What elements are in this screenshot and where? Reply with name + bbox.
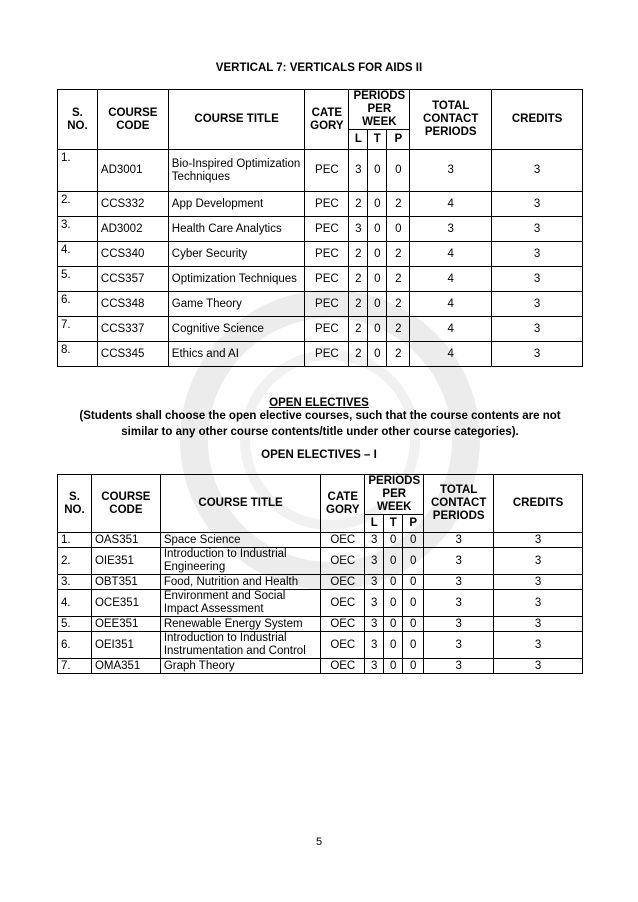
cell-category: PEC bbox=[305, 217, 349, 242]
cell-credits: 3 bbox=[492, 267, 583, 292]
cell-credits: 3 bbox=[494, 575, 583, 590]
cell-p: 0 bbox=[387, 150, 410, 192]
cell-total-contact: 4 bbox=[410, 192, 492, 217]
cell-p: 0 bbox=[403, 575, 424, 590]
cell-sno: 2. bbox=[58, 548, 92, 575]
cell-p: 0 bbox=[403, 590, 424, 617]
header-periods: PERIODS PER WEEK bbox=[365, 475, 424, 515]
header-credits: CREDITS bbox=[492, 90, 583, 150]
cell-p: 2 bbox=[387, 342, 410, 367]
cell-t: 0 bbox=[368, 317, 387, 342]
cell-l: 2 bbox=[349, 192, 368, 217]
cell-t: 0 bbox=[368, 242, 387, 267]
cell-t: 0 bbox=[384, 548, 403, 575]
open-electives-body bbox=[58, 533, 583, 674]
cell-total-contact: 3 bbox=[424, 617, 494, 632]
cell-credits: 3 bbox=[492, 192, 583, 217]
cell-total-contact: 4 bbox=[410, 292, 492, 317]
cell-category: OEC bbox=[321, 590, 365, 617]
cell-p: 0 bbox=[403, 548, 424, 575]
cell-p: 2 bbox=[387, 292, 410, 317]
cell-course-code: OEE351 bbox=[91, 617, 160, 632]
cell-p: 0 bbox=[403, 617, 424, 632]
cell-course-title: Food, Nutrition and Health bbox=[160, 575, 320, 590]
header-credits: CREDITS bbox=[494, 475, 583, 533]
cell-t: 0 bbox=[368, 292, 387, 317]
vertical-courses-body bbox=[58, 150, 583, 367]
open-electives-table bbox=[57, 474, 583, 674]
cell-sno: 6. bbox=[58, 292, 98, 317]
cell-course-title: Bio-Inspired Optimization Techniques bbox=[168, 150, 305, 192]
cell-course-code: CCS332 bbox=[97, 192, 168, 217]
cell-course-title: Health Care Analytics bbox=[168, 217, 305, 242]
page-number: 5 bbox=[315, 836, 323, 848]
cell-total-contact: 4 bbox=[410, 242, 492, 267]
cell-p: 2 bbox=[387, 317, 410, 342]
cell-category: OEC bbox=[321, 533, 365, 548]
cell-l: 3 bbox=[365, 533, 384, 548]
table-row bbox=[58, 533, 583, 548]
header-course-title: COURSE TITLE bbox=[160, 475, 320, 533]
cell-course-code: CCS345 bbox=[97, 342, 168, 367]
cell-l: 3 bbox=[365, 590, 384, 617]
table-row bbox=[58, 217, 583, 242]
cell-course-code: OAS351 bbox=[91, 533, 160, 548]
vertical-courses-table bbox=[57, 89, 583, 367]
cell-l: 3 bbox=[349, 217, 368, 242]
header-total-contact: TOTAL CONTACT PERIODS bbox=[424, 475, 494, 533]
table-row bbox=[58, 632, 583, 659]
open-electives-heading: OPEN ELECTIVES bbox=[269, 397, 369, 409]
cell-l: 2 bbox=[349, 342, 368, 367]
cell-credits: 3 bbox=[492, 150, 583, 192]
header-t: T bbox=[384, 515, 403, 533]
cell-t: 0 bbox=[384, 632, 403, 659]
cell-p: 2 bbox=[387, 267, 410, 292]
table-row bbox=[58, 617, 583, 632]
cell-credits: 3 bbox=[494, 590, 583, 617]
cell-course-code: AD3001 bbox=[97, 150, 168, 192]
cell-p: 0 bbox=[403, 659, 424, 674]
cell-credits: 3 bbox=[492, 292, 583, 317]
cell-course-code: CCS340 bbox=[97, 242, 168, 267]
cell-course-title: Graph Theory bbox=[160, 659, 320, 674]
cell-sno: 4. bbox=[58, 590, 92, 617]
cell-sno: 3. bbox=[58, 217, 98, 242]
cell-sno: 7. bbox=[58, 317, 98, 342]
cell-p: 2 bbox=[387, 192, 410, 217]
cell-credits: 3 bbox=[494, 659, 583, 674]
table-row bbox=[58, 590, 583, 617]
open-electives-subheading: OPEN ELECTIVES – I bbox=[261, 449, 377, 461]
cell-sno: 5. bbox=[58, 267, 98, 292]
cell-t: 0 bbox=[384, 590, 403, 617]
header-total-contact: TOTAL CONTACT PERIODS bbox=[410, 90, 492, 150]
table-row bbox=[58, 317, 583, 342]
cell-t: 0 bbox=[368, 192, 387, 217]
cell-course-code: OBT351 bbox=[91, 575, 160, 590]
cell-total-contact: 4 bbox=[410, 267, 492, 292]
cell-sno: 5. bbox=[58, 617, 92, 632]
header-p: P bbox=[403, 515, 424, 533]
table-row bbox=[58, 192, 583, 217]
cell-category: PEC bbox=[305, 267, 349, 292]
header-sno: S. NO. bbox=[58, 475, 92, 533]
cell-credits: 3 bbox=[492, 342, 583, 367]
cell-sno: 6. bbox=[58, 632, 92, 659]
cell-course-title: Cyber Security bbox=[168, 242, 305, 267]
cell-t: 0 bbox=[384, 659, 403, 674]
cell-credits: 3 bbox=[494, 632, 583, 659]
cell-l: 2 bbox=[349, 317, 368, 342]
header-course-code: COURSE CODE bbox=[97, 90, 168, 150]
cell-category: PEC bbox=[305, 292, 349, 317]
header-p: P bbox=[387, 130, 410, 150]
cell-sno: 3. bbox=[58, 575, 92, 590]
vertical-title: VERTICAL 7: VERTICALS FOR AIDS II bbox=[215, 62, 423, 74]
cell-t: 0 bbox=[368, 150, 387, 192]
cell-course-title: Environment and Social Impact Assessment bbox=[160, 590, 320, 617]
cell-l: 3 bbox=[365, 659, 384, 674]
cell-p: 2 bbox=[387, 242, 410, 267]
cell-total-contact: 3 bbox=[424, 659, 494, 674]
cell-course-title: App Development bbox=[168, 192, 305, 217]
cell-category: PEC bbox=[305, 342, 349, 367]
header-t: T bbox=[368, 130, 387, 150]
cell-total-contact: 3 bbox=[410, 217, 492, 242]
cell-credits: 3 bbox=[494, 533, 583, 548]
table-row bbox=[58, 267, 583, 292]
cell-category: OEC bbox=[321, 575, 365, 590]
cell-course-code: AD3002 bbox=[97, 217, 168, 242]
cell-category: PEC bbox=[305, 150, 349, 192]
cell-p: 0 bbox=[387, 217, 410, 242]
cell-l: 3 bbox=[365, 632, 384, 659]
cell-sno: 2. bbox=[58, 192, 98, 217]
header-course-code: COURSE CODE bbox=[91, 475, 160, 533]
cell-l: 3 bbox=[365, 575, 384, 590]
cell-total-contact: 3 bbox=[424, 575, 494, 590]
cell-course-title: Renewable Energy System bbox=[160, 617, 320, 632]
table-row bbox=[58, 242, 583, 267]
cell-category: PEC bbox=[305, 317, 349, 342]
cell-sno: 1. bbox=[58, 533, 92, 548]
cell-total-contact: 3 bbox=[410, 150, 492, 192]
cell-credits: 3 bbox=[492, 317, 583, 342]
cell-course-title: Space Science bbox=[160, 533, 320, 548]
cell-course-title: Ethics and AI bbox=[168, 342, 305, 367]
header-l: L bbox=[365, 515, 384, 533]
cell-category: OEC bbox=[321, 632, 365, 659]
cell-course-title: Introduction to Industrial Instrumentation and Control bbox=[160, 632, 320, 659]
cell-course-code: CCS337 bbox=[97, 317, 168, 342]
cell-course-title: Optimization Techniques bbox=[168, 267, 305, 292]
cell-course-code: OMA351 bbox=[91, 659, 160, 674]
cell-t: 0 bbox=[384, 617, 403, 632]
open-electives-note: (Students shall choose the open elective courses, such that the course contents are not similar to any other course contents/title under other course categories). bbox=[79, 410, 561, 438]
cell-course-code: OCE351 bbox=[91, 590, 160, 617]
cell-course-code: OIE351 bbox=[91, 548, 160, 575]
header-category: CATE GORY bbox=[321, 475, 365, 533]
header-l: L bbox=[349, 130, 368, 150]
table-row bbox=[58, 150, 583, 192]
header-category: CATE GORY bbox=[305, 90, 349, 150]
table-row bbox=[58, 575, 583, 590]
cell-credits: 3 bbox=[494, 548, 583, 575]
cell-course-title: Cognitive Science bbox=[168, 317, 305, 342]
cell-course-code: CCS357 bbox=[97, 267, 168, 292]
cell-total-contact: 3 bbox=[424, 533, 494, 548]
cell-category: OEC bbox=[321, 548, 365, 575]
cell-credits: 3 bbox=[492, 217, 583, 242]
cell-sno: 4. bbox=[58, 242, 98, 267]
cell-l: 3 bbox=[365, 548, 384, 575]
cell-category: OEC bbox=[321, 659, 365, 674]
cell-t: 0 bbox=[368, 342, 387, 367]
cell-sno: 8. bbox=[58, 342, 98, 367]
cell-category: PEC bbox=[305, 192, 349, 217]
cell-l: 2 bbox=[349, 292, 368, 317]
cell-course-title: Introduction to Industrial Engineering bbox=[160, 548, 320, 575]
cell-l: 2 bbox=[349, 267, 368, 292]
cell-p: 0 bbox=[403, 533, 424, 548]
cell-t: 0 bbox=[384, 575, 403, 590]
cell-total-contact: 3 bbox=[424, 590, 494, 617]
table-row bbox=[58, 548, 583, 575]
cell-l: 2 bbox=[349, 242, 368, 267]
cell-credits: 3 bbox=[492, 242, 583, 267]
cell-course-code: CCS348 bbox=[97, 292, 168, 317]
cell-l: 3 bbox=[365, 617, 384, 632]
cell-total-contact: 3 bbox=[424, 632, 494, 659]
table-row bbox=[58, 292, 583, 317]
cell-t: 0 bbox=[368, 267, 387, 292]
header-course-title: COURSE TITLE bbox=[168, 90, 305, 150]
cell-l: 3 bbox=[349, 150, 368, 192]
cell-course-code: OEI351 bbox=[91, 632, 160, 659]
cell-sno: 7. bbox=[58, 659, 92, 674]
cell-sno: 1. bbox=[58, 150, 98, 192]
table-row bbox=[58, 659, 583, 674]
cell-total-contact: 4 bbox=[410, 317, 492, 342]
cell-p: 0 bbox=[403, 632, 424, 659]
cell-total-contact: 4 bbox=[410, 342, 492, 367]
cell-category: OEC bbox=[321, 617, 365, 632]
cell-t: 0 bbox=[368, 217, 387, 242]
table-row bbox=[58, 342, 583, 367]
cell-credits: 3 bbox=[494, 617, 583, 632]
cell-t: 0 bbox=[384, 533, 403, 548]
header-sno: S. NO. bbox=[58, 90, 98, 150]
cell-category: PEC bbox=[305, 242, 349, 267]
cell-course-title: Game Theory bbox=[168, 292, 305, 317]
header-periods: PERIODS PER WEEK bbox=[349, 90, 410, 130]
cell-total-contact: 3 bbox=[424, 548, 494, 575]
